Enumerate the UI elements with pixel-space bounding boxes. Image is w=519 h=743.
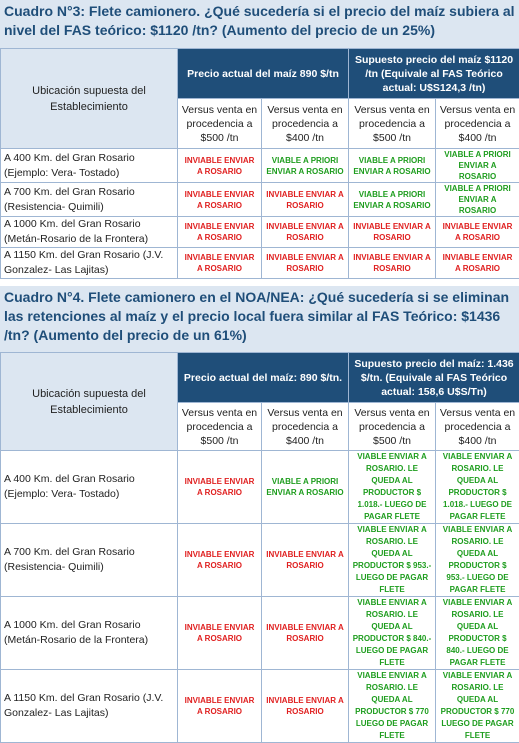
location-cell: A 1000 Km. del Gran Rosario (Metán-Rosario de la Frontera) — [1, 597, 178, 670]
status-cell: INVIABLE ENVIAR A ROSARIO — [178, 149, 262, 183]
status-cell: VIABLE A PRIORI ENVIAR A ROSARIO — [436, 149, 519, 183]
status-cell: VIABLE A PRIORI ENVIAR A ROSARIO — [262, 451, 349, 524]
status-cell: VIABLE ENVIAR A ROSARIO. LE QUEDA AL PRODUCTOR $ 770 LUEGO DE PAGAR FLETE — [349, 670, 436, 743]
status-cell: INVIABLE ENVIAR A ROSARIO — [262, 670, 349, 743]
status-cell: VIABLE ENVIAR A ROSARIO. LE QUEDA AL PRODUCTOR $ 953.- LUEGO DE PAGAR FLETE — [349, 524, 436, 597]
cuadro4-subheader: Versus venta en procedencia a $400 /tn — [262, 403, 349, 451]
status-cell: INVIABLE ENVIAR A ROSARIO — [178, 183, 262, 217]
table-row — [1, 597, 519, 670]
cuadro4-table — [0, 352, 519, 743]
status-cell: INVIABLE ENVIAR A ROSARIO — [178, 597, 262, 670]
table-row — [1, 248, 519, 279]
table-row — [1, 451, 519, 524]
table-row — [1, 149, 519, 183]
status-cell: INVIABLE ENVIAR A ROSARIO — [262, 248, 349, 279]
table-row — [1, 217, 519, 248]
location-cell: A 1150 Km. del Gran Rosario (J.V. Gonzalez- Las Lajitas) — [1, 670, 178, 743]
table-row — [1, 524, 519, 597]
status-cell: INVIABLE ENVIAR A ROSARIO — [178, 217, 262, 248]
location-cell: A 700 Km. del Gran Rosario (Resistencia- Quimili) — [1, 183, 178, 217]
location-cell: A 1150 Km. del Gran Rosario (J.V. Gonzalez- Las Lajitas) — [1, 248, 178, 279]
status-cell: VIABLE ENVIAR A ROSARIO. LE QUEDA AL PRODUCTOR $ 1.018.- LUEGO DE PAGAR FLETE — [436, 451, 519, 524]
cuadro3-subheader: Versus venta en procedencia a $500 /tn — [178, 99, 262, 149]
table-row — [1, 670, 519, 743]
table-row — [1, 183, 519, 217]
status-cell: VIABLE ENVIAR A ROSARIO. LE QUEDA AL PRODUCTOR $ 1.018.- LUEGO DE PAGAR FLETE — [349, 451, 436, 524]
status-cell: INVIABLE ENVIAR A ROSARIO — [178, 248, 262, 279]
status-cell: INVIABLE ENVIAR A ROSARIO — [262, 183, 349, 217]
cuadro3-panel — [0, 0, 519, 274]
status-cell: VIABLE A PRIORI ENVIAR A ROSARIO — [349, 149, 436, 183]
status-cell: INVIABLE ENVIAR A ROSARIO — [262, 217, 349, 248]
status-cell: VIABLE ENVIAR A ROSARIO. LE QUEDA AL PRODUCTOR $ 840.- LUEGO DE PAGAR FLETE — [349, 597, 436, 670]
cuadro3-subheader: Versus venta en procedencia a $400 /tn — [262, 99, 349, 149]
cuadro3-group1-header: Precio actual del maíz 890 $/tn — [178, 49, 349, 99]
cuadro4-group2-header: Supuesto precio del maíz: 1.436 $/tn. (Equivale al FAS Teórico actual: 158,6 U$S/Tn) — [349, 353, 519, 403]
location-cell: A 1000 Km. del Gran Rosario (Metán-Rosario de la Frontera) — [1, 217, 178, 248]
status-cell: INVIABLE ENVIAR A ROSARIO — [436, 248, 519, 279]
location-cell: A 400 Km. del Gran Rosario (Ejemplo: Vera- Tostado) — [1, 451, 178, 524]
status-cell: VIABLE A PRIORI ENVIAR A ROSARIO — [262, 149, 349, 183]
status-cell: INVIABLE ENVIAR A ROSARIO — [178, 451, 262, 524]
status-cell: VIABLE ENVIAR A ROSARIO. LE QUEDA AL PRODUCTOR $ 953.- LUEGO DE PAGAR FLETE — [436, 524, 519, 597]
cuadro3-subheader: Versus venta en procedencia a $400 /tn — [436, 99, 519, 149]
cuadro4-location-header: Ubicación supuesta del Establecimiento — [1, 353, 178, 451]
status-cell: VIABLE ENVIAR A ROSARIO. LE QUEDA AL PRODUCTOR $ 840.- LUEGO DE PAGAR FLETE — [436, 597, 519, 670]
cuadro4-title: Cuadro N°4. Flete camionero en el NOA/NEA: ¿Qué sucedería si se eliminan las retenciones al maíz y el precio local fuera similar al FAS Teórico: $1436 /tn? (Aumento del precio de un 61%) — [0, 286, 519, 352]
location-cell: A 700 Km. del Gran Rosario (Resistencia- Quimili) — [1, 524, 178, 597]
location-cell: A 400 Km. del Gran Rosario (Ejemplo: Vera- Tostado) — [1, 149, 178, 183]
cuadro3-subheader: Versus venta en procedencia a $500 /tn — [349, 99, 436, 149]
cuadro4-panel — [0, 286, 519, 682]
status-cell: INVIABLE ENVIAR A ROSARIO — [349, 248, 436, 279]
cuadro3-title: Cuadro N°3: Flete camionero. ¿Qué sucedería si el precio del maíz subiera al nivel del FAS teórico: $1120 /tn? (Aumento del precio de un 25%) — [0, 0, 519, 48]
status-cell: INVIABLE ENVIAR A ROSARIO — [178, 524, 262, 597]
cuadro4-subheader: Versus venta en procedencia a $400 /tn — [436, 403, 519, 451]
cuadro4-group1-header: Precio actual del maíz: 890 $/tn. — [178, 353, 349, 403]
cuadro4-subheader: Versus venta en procedencia a $500 /tn — [349, 403, 436, 451]
status-cell: INVIABLE ENVIAR A ROSARIO — [436, 217, 519, 248]
cuadro3-location-header: Ubicación supuesta del Establecimiento — [1, 49, 178, 149]
status-cell: INVIABLE ENVIAR A ROSARIO — [178, 670, 262, 743]
status-cell: VIABLE ENVIAR A ROSARIO. LE QUEDA AL PRODUCTOR $ 770 LUEGO DE PAGAR FLETE — [436, 670, 519, 743]
cuadro3-group2-header: Supuesto precio del maíz $1120 /tn (Equivale al FAS Teórico actual: U$S124,3 /tn) — [349, 49, 519, 99]
status-cell: INVIABLE ENVIAR A ROSARIO — [262, 597, 349, 670]
cuadro3-table — [0, 48, 519, 279]
status-cell: INVIABLE ENVIAR A ROSARIO — [349, 217, 436, 248]
status-cell: VIABLE A PRIORI ENVIAR A ROSARIO — [436, 183, 519, 217]
cuadro4-subheader: Versus venta en procedencia a $500 /tn — [178, 403, 262, 451]
status-cell: INVIABLE ENVIAR A ROSARIO — [262, 524, 349, 597]
status-cell: VIABLE A PRIORI ENVIAR A ROSARIO — [349, 183, 436, 217]
